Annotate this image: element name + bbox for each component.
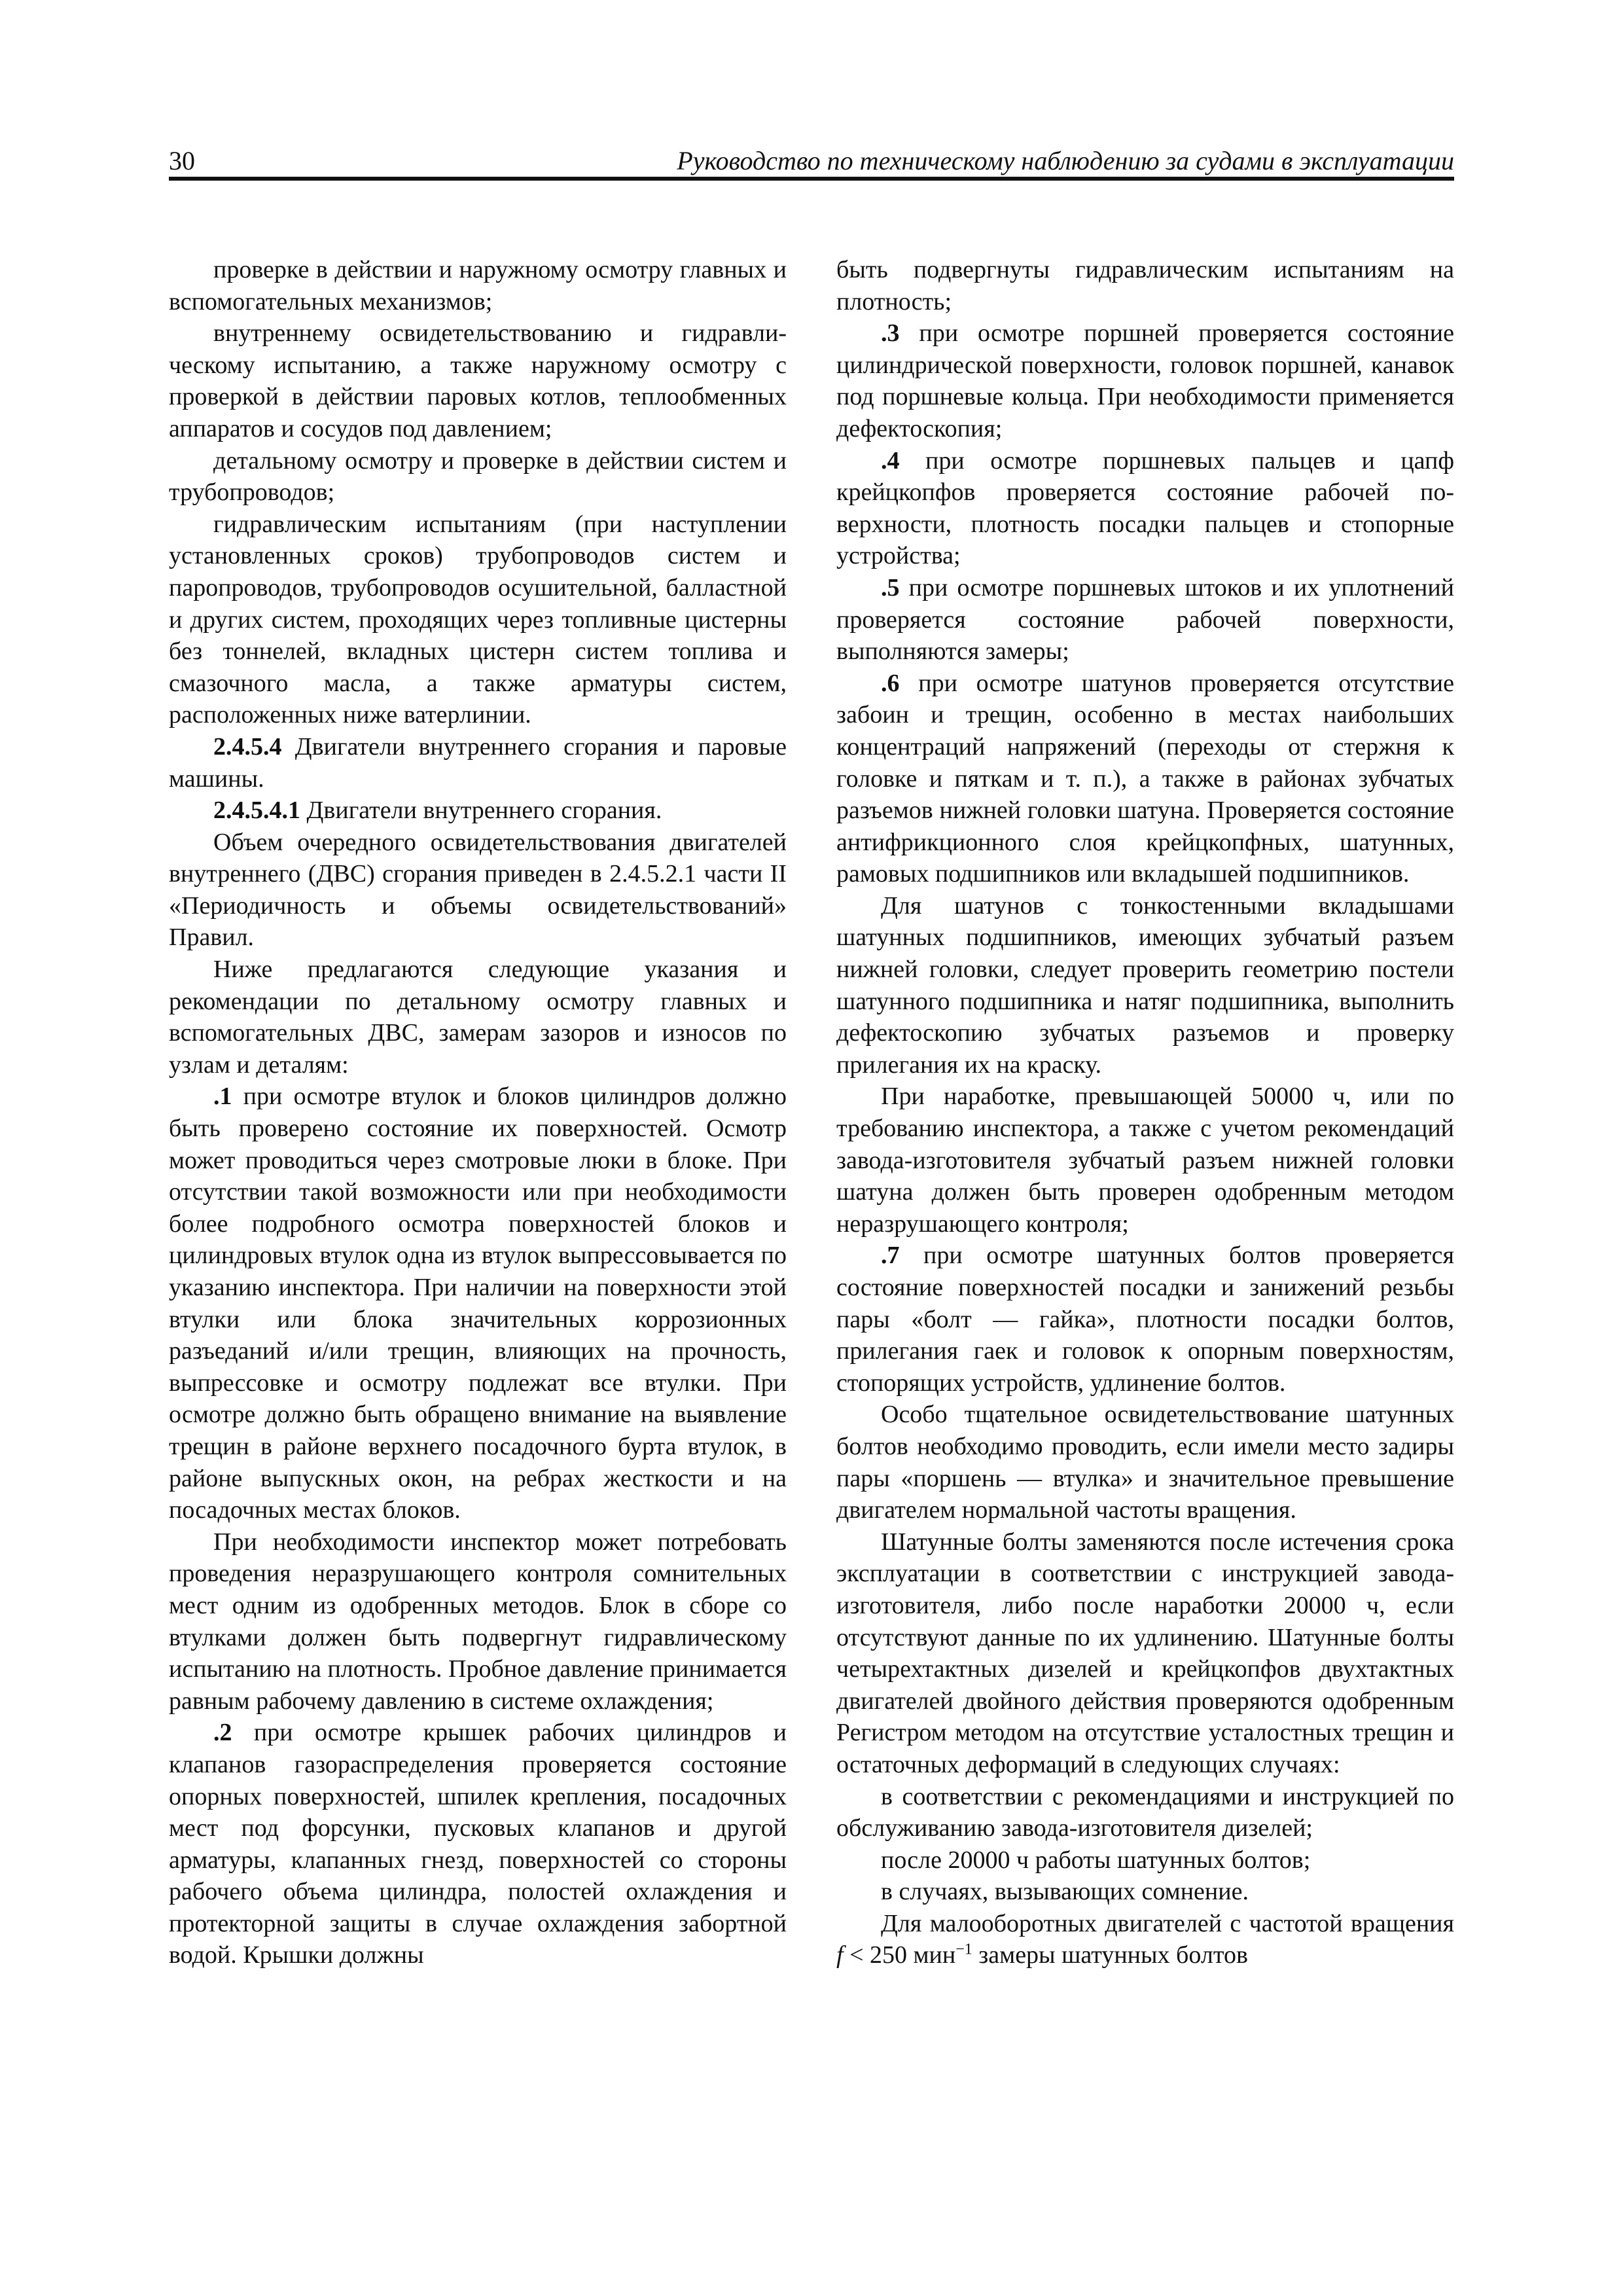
paragraph-text: при осмотре шатунов проверяется отсутствие забоин и трещин, особенно в местах наибольших концентраций напряжений (переходы от стержня к головке и пяткам и т. п.), а также в районах зубчатых разъемов нижней головки шатуна. Проверяется состояние антифрикционного слоя крейцкопфных, шатунных, рамовых подшипников или вкладышей подшипников. bbox=[836, 669, 1454, 888]
paragraph-text: при осмотре поршней проверяется состояние цилиндрической поверхности, головок поршней, канавок под поршневые кольца. При необходимости применяется дефектоскопия; bbox=[836, 319, 1454, 442]
paragraph bbox=[836, 317, 1454, 444]
paragraph-text: при осмотре шатунных болтов проверяется состояние поверхностей посадки и занижений резьбы пары «болт — гайка», плотности посадки болтов, прилегания гаек и головок к опорным поверхностям, стопорящих устройств, удлинение болтов. bbox=[836, 1242, 1454, 1397]
paragraph bbox=[169, 954, 787, 1081]
paragraph-text: Двигатели внутреннего сгорания. bbox=[300, 797, 662, 825]
paragraph bbox=[169, 827, 787, 954]
paragraph-number: .4 bbox=[881, 446, 900, 475]
paragraph bbox=[836, 668, 1454, 890]
paragraph bbox=[169, 1526, 787, 1717]
paragraph bbox=[836, 572, 1454, 668]
paragraph-text: При наработке, превышающей 50000 ч, или по требованию инспектора, а также с учетом рекомендаций завода-изготовителя зубчатый разъем нижней головки шатуна должен быть проверен одобренным методом неразрушающего контроля; bbox=[836, 1083, 1454, 1238]
paragraph bbox=[836, 1399, 1454, 1526]
paragraph bbox=[836, 1844, 1454, 1876]
paragraph-text: после 20000 ч работы шатунных болтов; bbox=[881, 1846, 1311, 1874]
paragraph-text: в соответствии с рекомендациями и инструкцией по обслуживанию завода-изготовителя дизелей; bbox=[836, 1782, 1454, 1842]
paragraph bbox=[169, 1717, 787, 1971]
paragraph bbox=[169, 254, 787, 317]
paragraph-text: Для малооборотных двигателей с частотой вращения bbox=[881, 1909, 1454, 1937]
left-column bbox=[169, 254, 787, 1971]
paragraph-text: проверке в действии и наружному осмотру главных и вспомогательных механизмов; bbox=[169, 256, 787, 315]
paragraph-number: .3 bbox=[881, 319, 900, 348]
right-column bbox=[836, 254, 1454, 1971]
paragraph-text: внутреннему освидетельствованию и гидравлическому испытанию, а также наружному осмотру с проверкой в действии паровых котлов, теплообменных аппаратов и сосудов под давлением; bbox=[169, 319, 787, 442]
paragraph-text: быть подвергнуты гидравлическим испытаниям на плотность; bbox=[836, 256, 1454, 315]
paragraph bbox=[836, 1081, 1454, 1240]
paragraph-number: .2 bbox=[213, 1719, 232, 1747]
formula-variable: f bbox=[836, 1941, 844, 1969]
paragraph bbox=[836, 1876, 1454, 1908]
paragraph bbox=[836, 1908, 1454, 1971]
formula-text: < 250 мин bbox=[843, 1941, 956, 1969]
paragraph bbox=[836, 445, 1454, 572]
paragraph-text: Ниже предлагаются следующие указания и рекомендации по детальному осмотру главных и вспомогательных ДВС, замерам зазоров и износов по узлам и деталям: bbox=[169, 956, 787, 1079]
paragraph-text: замеры шатунных болтов bbox=[972, 1941, 1248, 1969]
running-title: Руководство по техническому наблюдению за судами в эксплуатации bbox=[677, 146, 1454, 175]
paragraph bbox=[169, 317, 787, 444]
paragraph bbox=[836, 1240, 1454, 1399]
paragraph-text: при осмотре поршневых штоков и их уплотнений проверяется состояние рабочей поверхности, выполняются замеры; bbox=[836, 573, 1454, 666]
paragraph-text: при осмотре поршневых пальцев и цапф крейцкопфов проверяется состояние рабочей поверхности, плотность посадки пальцев и стопорные устройства; bbox=[836, 446, 1454, 570]
paragraph-number: .6 bbox=[881, 669, 900, 697]
paragraph-text: Двигатели внутреннего сгорания и паровые машины. bbox=[169, 732, 787, 793]
paragraph-text: детальному осмотру и проверке в действии систем и трубопроводов; bbox=[169, 446, 787, 507]
header-rule bbox=[169, 177, 1454, 181]
paragraph-text: при осмотре крышек рабочих цилиндров и клапанов газораспределения проверяется состояние опорных поверхностей, шпилек крепления, посадочных мест под форсунки, пусковых клапанов и другой арматуры, клапанных гнезд, поверхностей со стороны рабочего объема цилиндра, полостей охлаждения и протекторной защиты в случае охлаждения забортной водой. Крышки должны bbox=[169, 1719, 787, 1969]
paragraph-text: При необходимости инспектор может потребовать проведения неразрушающего контроля сомнительных мест одним из одобренных методов. Блок в сборе со втулками должен быть подвергнут гидравлическому испытанию на плотность. Пробное давление принимается равным рабочему давлению в системе охлаждения; bbox=[169, 1528, 787, 1715]
paragraph bbox=[836, 254, 1454, 317]
paragraph bbox=[836, 890, 1454, 1081]
paragraph bbox=[169, 731, 787, 795]
page-number: 30 bbox=[169, 146, 195, 175]
paragraph-text: Объем очередного освидетельствования двигателей внутреннего (ДВС) сгорания приведен в 2.4.5.2.1 части II «Периодичность и объемы освидетельствований» Правил. bbox=[169, 828, 787, 952]
paragraph bbox=[169, 795, 787, 827]
paragraph bbox=[169, 1081, 787, 1526]
paragraph bbox=[169, 445, 787, 509]
paragraph-text: гидравлическим испытаниям (при наступлении установленных сроков) трубопроводов систем и паропроводов, трубопроводов осушительной, балластной и других систем, проходящих через топливные цистерны без тоннелей, вкладных цистерн систем топлива и смазочного масла, а также арматуры систем, расположенных ниже ватерлинии. bbox=[169, 510, 787, 729]
paragraph bbox=[169, 509, 787, 731]
paragraph-number: .1 bbox=[213, 1083, 232, 1111]
paragraph-number: .5 bbox=[881, 573, 900, 601]
paragraph-number: .7 bbox=[881, 1242, 900, 1270]
formula-exponent: −1 bbox=[955, 1941, 972, 1958]
paragraph-text: в случаях, вызывающих сомнение. bbox=[881, 1878, 1249, 1906]
paragraph-text: при осмотре втулок и блоков цилиндров должно быть проверено состояние их поверхностей. Осмотр может проводиться через смотровые люки в блоке. При отсутствии такой возможности или при необходимости более подробного осмотра поверхностей блоков и цилиндровых втулок одна из втулок выпрессовывается по указанию инспектора. При наличии на поверхности этой втулки или блока значительных коррозионных разъеданий и/или трещин, влияющих на прочность, выпрессовке и осмотру подлежат все втулки. При осмотре должно быть обращено внимание на выявление трещин в районе верхнего посадочного бурта втулок, в районе выпускных окон, на ребрах жесткости и на посадочных местах блоков. bbox=[169, 1083, 787, 1524]
paragraph-text: Шатунные болты заменяются после истечения срока эксплуатации в соответствии с инструкцией завода-изготовителя, либо после наработки 20000 ч, если отсутствуют данные по их удлинению. Шатунные болты четырехтактных дизелей и крейцкопфов двухтактных двигателей двойного действия проверяются одобренным Регистром методом на отсутствие усталостных трещин и остаточных деформаций в следующих случаях: bbox=[836, 1528, 1454, 1778]
paragraph-number: 2.4.5.4 bbox=[213, 732, 282, 761]
paragraph-text: Для шатунов с тонкостенными вкладышами шатунных подшипников, имеющих зубчатый разъем нижней головки, следует проверить геометрию постели шатунного подшипника и натяг подшипника, выполнить дефектоскопию зубчатых разъемов и проверку прилегания их на краску. bbox=[836, 891, 1454, 1079]
paragraph bbox=[836, 1781, 1454, 1844]
paragraph-number: 2.4.5.4.1 bbox=[213, 797, 300, 825]
paragraph-text: Особо тщательное освидетельствование шатунных болтов необходимо проводить, если имели место задиры пары «поршень — втулка» и значительное превышение двигателем нормальной частоты вращения. bbox=[836, 1401, 1454, 1524]
paragraph bbox=[836, 1526, 1454, 1781]
